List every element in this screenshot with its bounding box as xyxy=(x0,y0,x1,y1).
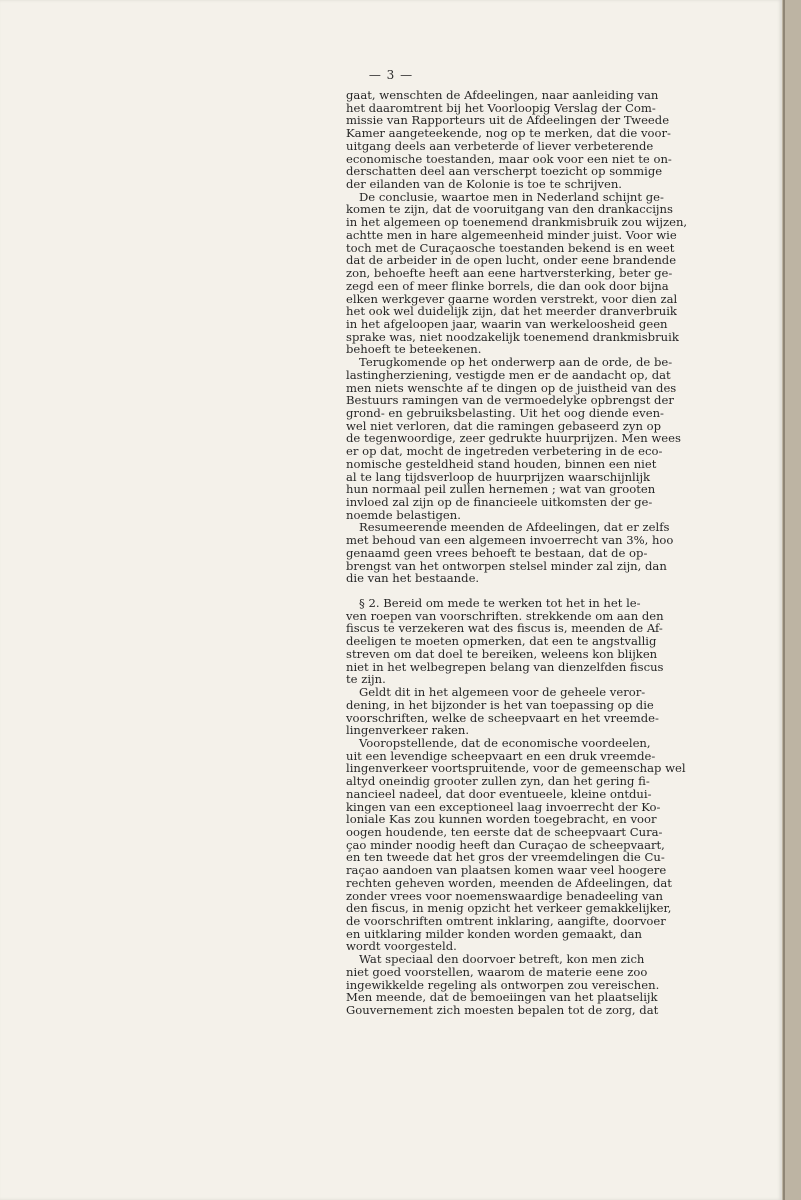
text-line: het daaromtrent bij het Voorloopig Verslag der Com- xyxy=(346,100,656,115)
text-line: voorschriften, welke de scheepvaart en het vreemde- xyxy=(346,710,659,725)
text-line: raçao aandoen van plaatsen komen waar veel hoogere xyxy=(346,863,667,878)
text-line: Men meende, dat de bemoeiingen van het plaatselijk xyxy=(346,990,658,1005)
text-line: hun normaal peil zullen hernemen ; wat van grooten xyxy=(346,482,656,497)
text-line: oogen houdende, ten eerste dat de scheepvaart Cura- xyxy=(346,824,663,839)
text-line: die van het bestaande. xyxy=(346,571,480,586)
text-line: wel niet verloren, dat die ramingen gebaseerd zyn op xyxy=(346,418,662,433)
text-line: men niets wenschte af te dingen op de juistheid van des xyxy=(346,380,677,395)
text-line: derschatten deel aan verscherpt toezicht op sommige xyxy=(346,164,663,179)
paragraph-start: Geldt dit in het algemeen voor de geheele veror- xyxy=(359,685,646,700)
text-line: uitgang deels aan verbeterde of liever verbeterende xyxy=(346,138,654,153)
body-text xyxy=(346,89,721,1017)
text-line: noemde belastigen. xyxy=(346,507,461,522)
text-line: uit een levendige scheepvaart en een druk vreemde- xyxy=(346,748,656,763)
text-line: lingenverkeer raken. xyxy=(346,723,470,738)
text-line: grond- en gebruiksbelasting. Uit het oog diende even- xyxy=(346,405,664,420)
text-line: ingewikkelde regeling als ontworpen zou vereischen. xyxy=(346,977,660,992)
text-line: streven om dat doel te bereiken, weleens kon blijken xyxy=(346,646,658,661)
paragraph-start: Terugkomende op het onderwerp aan de orde, de be- xyxy=(359,355,673,370)
text-line: ven roepen van voorschriften. strekkende om aan den xyxy=(346,608,664,623)
text-line: de voorschriften omtrent inklaring, aangifte, doorvoer xyxy=(346,914,666,928)
text-line: lingenverkeer voortspruitende, voor de gemeenschap wel xyxy=(346,761,686,776)
text-line: sprake was, niet noodzakelijk toenemend drankmisbruik xyxy=(346,329,679,344)
section-start: § 2. Bereid om mede te werken tot het in het le- xyxy=(359,596,641,611)
text-line: en ten tweede dat het gros der vreemdelingen die Cu- xyxy=(346,850,665,865)
text-line: niet in het welbegrepen belang van dienzelfden fiscus xyxy=(346,659,664,674)
text-line: kingen van een exceptioneel laag invoerrecht der Ko- xyxy=(346,799,661,814)
text-line: elken werkgever gaarne worden verstrekt, voor dien zal xyxy=(346,291,678,306)
text-line: in het afgeloopen jaar, waarin van werkeloosheid geen xyxy=(346,316,668,331)
text-line: dening, in het bijzonder is het van toepassing op die xyxy=(346,697,654,712)
text-line: al te lang tijdsverloop de huurprijzen waarschijnlijk xyxy=(346,469,651,484)
text-line: çao minder noodig heeft dan Curaçao de scheepvaart, xyxy=(346,837,665,852)
text-line: invloed zal zijn op de financieele uitkomsten der ge- xyxy=(346,495,653,509)
text-line: nancieel nadeel, dat door eventueele, kleine ontdui- xyxy=(346,786,652,801)
text-line: den fiscus, in menig opzicht het verkeer gemakkelijker, xyxy=(346,901,672,916)
paragraph-start: Resumeerende meenden de Afdeelingen, dat er zelfs xyxy=(359,520,670,535)
text-line: zegd een of meer flinke borrels, die dan ook door bijna xyxy=(346,278,669,293)
text-line: nomische gesteldheid stand houden, binnen een niet xyxy=(346,456,657,471)
paragraph-start: Wat speciaal den doorvoer betreft, kon men zich xyxy=(359,952,645,967)
text-line: komen te zijn, dat de vooruitgang van den drankaccijns xyxy=(346,202,673,217)
text-line: en uitklaring milder konden worden gemaakt, dan xyxy=(346,926,642,941)
text-line: Bestuurs ramingen van de vermoedelyke opbrengst der xyxy=(346,393,674,408)
text-line: in het algemeen op toenemend drankmisbruik zou wijzen, xyxy=(346,215,688,230)
paragraph-start: De conclusie, waartoe men in Nederland schijnt ge- xyxy=(359,189,664,204)
text-line: der eilanden van de Kolonie is toe te schrijven. xyxy=(346,177,622,192)
text-line: niet goed voorstellen, waarom de materie eene zoo xyxy=(346,964,648,979)
text-line: rechten geheven worden, meenden de Afdeelingen, dat xyxy=(346,875,672,890)
text-line: deeligen te moeten opmerken, dat een te angstvallig xyxy=(346,634,657,649)
text-line: altyd oneindig grooter zullen zyn, dan het gering fi- xyxy=(346,774,650,789)
text-line: behoeft te beteekenen. xyxy=(346,342,482,357)
text-line: fiscus te verzekeren wat des fiscus is, meenden de Af- xyxy=(346,621,663,636)
text-line: gaat, wenschten de Afdeelingen, naar aanleiding van xyxy=(346,88,659,102)
text-line: de tegenwoordige, zeer gedrukte huurprijzen. Men wees xyxy=(346,431,681,446)
text-line: genaamd geen vrees behoeft te bestaan, dat de op- xyxy=(346,545,648,560)
text-line: missie van Rapporteurs uit de Afdeelingen der Tweede xyxy=(346,113,670,128)
text-line: met behoud van een algemeen invoerrecht van 3%, hoo xyxy=(346,533,674,548)
text-line: brengst van het ontworpen stelsel minder zal zijn, dan xyxy=(346,558,667,573)
text-line: lastingherziening, vestigde men er de aandacht op, dat xyxy=(346,367,671,382)
text-line: achtte men in hare algemeenheid minder juist. Voor wie xyxy=(346,227,677,242)
text-line: loniale Kas zou kunnen worden toegebracht, en voor xyxy=(346,812,657,827)
page-number: — 3 — xyxy=(368,68,414,82)
text-line: toch met de Curaçaosche toestanden bekend is en weet xyxy=(346,240,675,255)
text-line: te zijn. xyxy=(346,672,386,687)
page-edge-line xyxy=(783,0,785,1200)
text-line: Gouvernement zich moesten bepalen tot de zorg, dat xyxy=(346,1003,659,1018)
text-line: dat de arbeider in de open lucht, onder eene brandende xyxy=(346,253,677,268)
paragraph-start: Vooropstellende, dat de economische voordeelen, xyxy=(359,735,651,750)
text-line: zonder vrees voor noemenswaardige benadeeling van xyxy=(346,888,663,903)
text-line: wordt voorgesteld. xyxy=(346,939,457,954)
text-line: het ook wel duidelijk zijn, dat het meerder dranverbruik xyxy=(346,304,677,319)
text-line: zon, behoefte heeft aan eene hartversterking, beter ge- xyxy=(346,266,673,281)
text-line: economische toestanden, maar ook voor een niet te on- xyxy=(346,151,672,166)
text-line: Kamer aangeteekende, nog op te merken, dat die voor- xyxy=(346,126,671,141)
text-line: er op dat, mocht de ingetreden verbetering in de eco- xyxy=(346,444,663,459)
